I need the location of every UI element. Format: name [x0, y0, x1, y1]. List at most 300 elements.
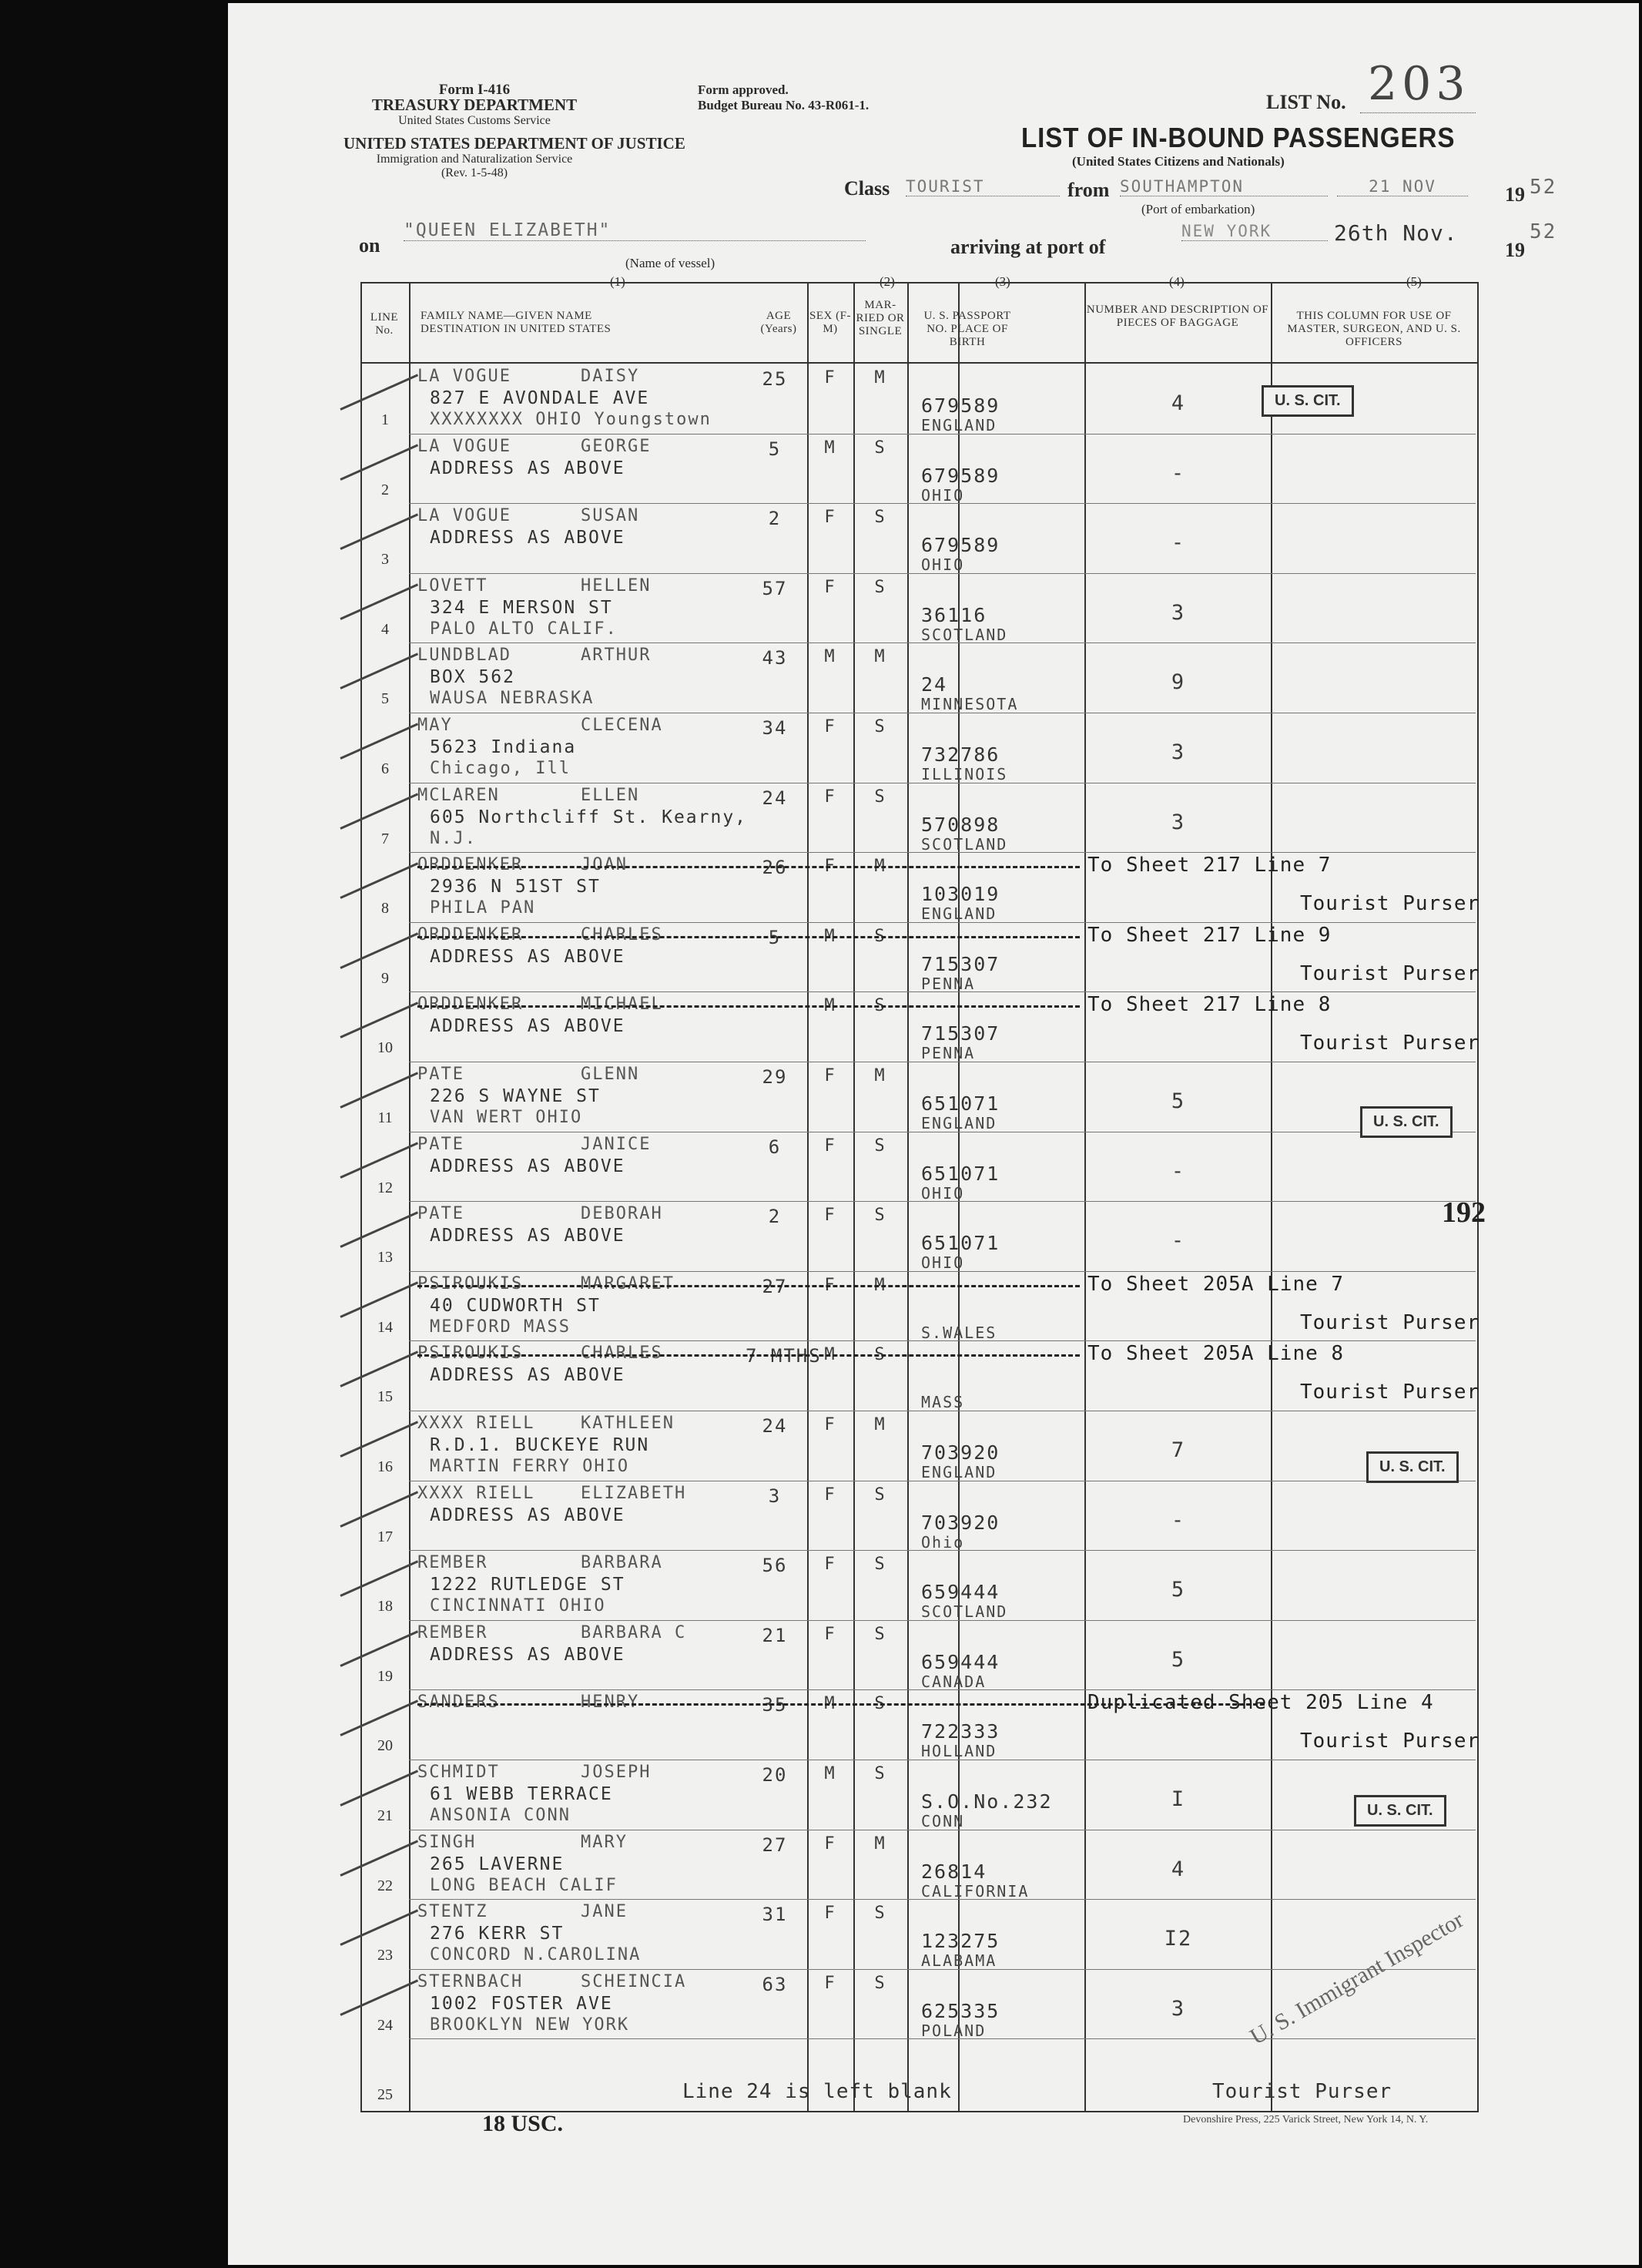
- column-number-4: (4): [1169, 274, 1185, 289]
- transfer-note: To Sheet 217 Line 7: [1087, 854, 1332, 877]
- passenger-family-name: PSIROUKIS: [417, 1273, 524, 1293]
- passenger-marital-status: S: [874, 717, 886, 736]
- place-of-birth: CALIFORNIA: [921, 1881, 1030, 1901]
- passenger-age: 5: [768, 438, 782, 460]
- arrival-year-prefix: 19: [1505, 239, 1525, 261]
- header-rule: [360, 362, 1477, 364]
- passenger-given-name: HENRY: [581, 1693, 640, 1713]
- list-underline: [1360, 112, 1476, 113]
- passport-number: 24: [921, 673, 948, 696]
- line-number: 21: [377, 1807, 393, 1824]
- passenger-age: 25: [762, 368, 788, 390]
- treasury-dept: TREASURY DEPARTMENT: [371, 96, 578, 114]
- passenger-sex: F: [824, 1415, 836, 1434]
- passenger-given-name: JANICE: [581, 1134, 652, 1154]
- passenger-marital-status: S: [874, 1694, 886, 1714]
- column-rule: [1271, 282, 1272, 2111]
- passenger-given-name: CHARLES: [581, 1344, 663, 1364]
- passenger-address-line-1: 1002 FOSTER AVE: [430, 1993, 613, 2014]
- passenger-age: 43: [762, 647, 788, 669]
- passport-number: 715307: [921, 1022, 1000, 1045]
- passenger-age: 27: [762, 1275, 788, 1297]
- line-number: 11: [377, 1109, 393, 1126]
- passenger-marital-status: S: [874, 1136, 886, 1156]
- col-header-sex: SEX (F-M): [809, 310, 851, 335]
- revision: (Rev. 1-5-48): [441, 166, 508, 179]
- arrival-year: 52: [1530, 220, 1557, 243]
- line-number: 25: [377, 2086, 393, 2104]
- passenger-age: 63: [762, 1973, 788, 1995]
- form-approved: Form approved.: [698, 82, 789, 97]
- us-citizen-stamp: U. S. CIT.: [1354, 1795, 1446, 1827]
- passenger-address-line-1: 324 E MERSON ST: [430, 597, 613, 618]
- passenger-given-name: JOAN: [581, 855, 628, 875]
- baggage-count: 3: [1171, 740, 1186, 764]
- passenger-family-name: PATE: [417, 1134, 464, 1154]
- place-of-birth: ENGLAND: [921, 904, 997, 924]
- form-number: Form I-416: [438, 82, 511, 98]
- baggage-count: 4: [1171, 391, 1186, 415]
- passenger-sex: F: [824, 1904, 836, 1924]
- passenger-age: 2: [768, 508, 782, 530]
- passenger-age: 3: [768, 1485, 782, 1507]
- passenger-marital-status: S: [874, 1904, 886, 1924]
- passenger-age: 31: [762, 1904, 788, 1926]
- passenger-address-line-2: ANSONIA CONN: [430, 1806, 571, 1825]
- passenger-given-name: MARGARET: [581, 1273, 675, 1293]
- line-number: 2: [381, 481, 389, 498]
- column-rule: [409, 282, 410, 2111]
- line-number: 10: [377, 1039, 393, 1057]
- passenger-address-line-1: 276 KERR ST: [430, 1924, 565, 1944]
- passenger-marital-status: S: [874, 1973, 886, 1993]
- line-number: 19: [377, 1667, 393, 1685]
- us-citizen-stamp: U. S. CIT.: [1360, 1106, 1453, 1138]
- baggage-count: 5: [1171, 1647, 1186, 1672]
- baggage-count: 9: [1171, 670, 1186, 695]
- passenger-address-line-1: R.D.1. BUCKEYE RUN: [430, 1435, 650, 1455]
- passenger-address-line-2: PALO ALTO CALIF.: [430, 619, 618, 639]
- passenger-address-line-1: 1222 RUTLEDGE ST: [430, 1575, 625, 1595]
- passenger-age: 5: [768, 926, 782, 948]
- list-title: LIST OF IN-BOUND PASSENGERS: [1021, 122, 1456, 153]
- line-24-purser: Tourist Purser: [1212, 2080, 1392, 2103]
- line-number: 16: [377, 1458, 393, 1475]
- passenger-address-line-1: 827 E AVONDALE AVE: [430, 388, 650, 408]
- purser-signature-label: Tourist Purser: [1300, 961, 1480, 985]
- passenger-marital-status: S: [874, 1206, 886, 1226]
- passenger-marital-status: S: [874, 1764, 886, 1783]
- passenger-family-name: LOVETT: [417, 575, 488, 596]
- passport-number: 679589: [921, 394, 1000, 417]
- passenger-address-line-2: LONG BEACH CALIF: [430, 1875, 618, 1895]
- passenger-family-name: LUNDBLAD: [417, 646, 511, 666]
- place-of-birth: CONN: [921, 1812, 965, 1830]
- baggage-count: 4: [1171, 1857, 1186, 1881]
- strikethrough-line: [417, 866, 1080, 868]
- line-number: 20: [377, 1737, 393, 1755]
- place-of-birth: ALABAMA: [921, 1951, 997, 1971]
- passenger-address-line-2: Chicago, Ill: [430, 759, 571, 778]
- passenger-age: 21: [762, 1624, 788, 1646]
- passenger-age: 56: [762, 1555, 788, 1577]
- us-citizen-stamp: U. S. CIT.: [1366, 1451, 1459, 1483]
- row-divider: [409, 1271, 1476, 1272]
- customs-service: United States Customs Service: [398, 114, 551, 127]
- baggage-count: -: [1171, 1159, 1186, 1183]
- passenger-address-line-1: 605 Northcliff St. Kearny,: [430, 807, 748, 827]
- col-header-line: LINE No.: [370, 311, 399, 337]
- passenger-address-line-1: ADDRESS AS ABOVE: [430, 1226, 625, 1246]
- line-number: 5: [381, 690, 389, 708]
- passenger-age: 34: [762, 717, 788, 739]
- passenger-marital-status: M: [874, 1066, 886, 1085]
- column-rule: [1084, 282, 1086, 2111]
- row-divider: [409, 922, 1476, 923]
- passenger-sex: F: [824, 787, 836, 807]
- list-label: LIST No.: [1266, 91, 1346, 113]
- baggage-count: 5: [1171, 1089, 1186, 1113]
- line-number: 3: [381, 551, 389, 569]
- passenger-given-name: JOSEPH: [581, 1763, 652, 1782]
- passenger-family-name: ORDDENKER: [417, 995, 524, 1015]
- class-value: TOURIST: [906, 177, 1060, 196]
- passenger-age: 2: [768, 1206, 782, 1228]
- arrival-port: NEW YORK: [1181, 222, 1328, 241]
- passenger-address-line-2: MEDFORD MASS: [430, 1317, 571, 1337]
- embarkation-port: SOUTHAMPTON: [1120, 177, 1328, 196]
- line-number: 9: [381, 969, 389, 987]
- row-divider: [409, 1899, 1476, 1900]
- manifest-table: [360, 282, 1479, 2112]
- class-label: Class: [844, 177, 890, 200]
- column-number-3: (3): [995, 274, 1010, 289]
- baggage-count: -: [1171, 1229, 1186, 1253]
- passenger-marital-status: S: [874, 1624, 886, 1644]
- line-number: 24: [377, 2016, 393, 2034]
- passenger-address-line-2: VAN WERT OHIO: [430, 1108, 583, 1127]
- printer-note: Devonshire Press, 225 Varick Street, New York 14, N. Y.: [1183, 2114, 1429, 2125]
- place-of-birth: PENNA: [921, 1044, 976, 1063]
- row-divider: [409, 852, 1476, 853]
- passenger-address-line-1: 2936 N 51ST ST: [430, 877, 601, 897]
- passenger-marital-status: S: [874, 508, 886, 528]
- passenger-marital-status: S: [874, 1485, 886, 1505]
- passenger-sex: F: [824, 508, 836, 528]
- passenger-address-line-2: PHILA PAN: [430, 898, 536, 918]
- col-header-officer: THIS COLUMN FOR USE OF MASTER, SURGEON, AND U. S. OFFICERS: [1287, 310, 1461, 348]
- line-number: 23: [377, 1947, 393, 1964]
- passenger-sex: M: [824, 438, 836, 458]
- place-of-birth: MINNESOTA: [921, 695, 1019, 714]
- passenger-sex: F: [824, 1485, 836, 1505]
- transfer-note: To Sheet 205A Line 8: [1087, 1342, 1345, 1366]
- passenger-age: 6: [768, 1136, 782, 1158]
- passenger-age: 7 MTHS: [746, 1345, 822, 1367]
- place-of-birth: OHIO: [921, 1253, 965, 1273]
- passenger-address-line-2: WAUSA NEBRASKA: [430, 689, 595, 709]
- col-header-age: AGE (Years): [760, 310, 797, 335]
- row-divider: [409, 1620, 1476, 1621]
- passenger-address-line-1: ADDRESS AS ABOVE: [430, 1365, 625, 1386]
- row-divider: [409, 991, 1476, 992]
- passenger-family-name: PSIROUKIS: [417, 1344, 524, 1364]
- column-number-1: (1): [610, 274, 625, 289]
- strikethrough-line: [417, 1703, 1265, 1706]
- passenger-family-name: STENTZ: [417, 1902, 488, 1922]
- passenger-marital-status: S: [874, 787, 886, 807]
- place-of-birth: SCOTLAND: [921, 625, 1008, 644]
- passenger-family-name: SANDERS: [417, 1693, 500, 1713]
- passenger-sex: F: [824, 717, 836, 736]
- place-of-birth: OHIO: [921, 555, 965, 575]
- passport-number: 26814: [921, 1860, 987, 1883]
- line-number: 12: [377, 1179, 393, 1196]
- baggage-count: I: [1171, 1787, 1186, 1811]
- place-of-birth: OHIO: [921, 1183, 965, 1203]
- passenger-sex: F: [824, 1206, 836, 1226]
- passenger-age: 20: [762, 1764, 788, 1786]
- passenger-given-name: MICHAEL: [581, 995, 663, 1015]
- row-divider: [409, 503, 1476, 504]
- passenger-address-line-1: ADDRESS AS ABOVE: [430, 1016, 625, 1037]
- departure-year: 52: [1530, 176, 1557, 199]
- place-of-birth: OHIO: [921, 485, 965, 505]
- passport-number: 703920: [921, 1441, 1000, 1464]
- baggage-count: -: [1171, 1508, 1186, 1532]
- year-prefix: 19: [1505, 183, 1525, 206]
- line-number: 17: [377, 1528, 393, 1545]
- col-header-name: FAMILY NAME—GIVEN NAME DESTINATION IN UNITED STATES: [421, 310, 612, 335]
- passport-number: 659444: [921, 1581, 1000, 1604]
- passenger-marital-status: M: [874, 368, 886, 388]
- justice-dept: UNITED STATES DEPARTMENT OF JUSTICE: [343, 134, 685, 153]
- passenger-sex: F: [824, 368, 836, 388]
- passenger-family-name: XXXX RIELL: [417, 1414, 535, 1433]
- passenger-marital-status: S: [874, 577, 886, 597]
- place-of-birth: MASS: [921, 1393, 965, 1412]
- place-of-birth: SCOTLAND: [921, 834, 1008, 854]
- baggage-count: I2: [1164, 1927, 1193, 1951]
- passenger-given-name: CHARLES: [581, 924, 663, 944]
- on-label: on: [359, 234, 380, 257]
- passenger-given-name: SUSAN: [581, 506, 640, 526]
- passenger-age: 26: [762, 857, 788, 879]
- row-divider: [409, 1969, 1476, 1970]
- passenger-sex: M: [824, 996, 836, 1016]
- passenger-sex: M: [824, 926, 836, 946]
- passenger-sex: F: [824, 1834, 836, 1854]
- passenger-address-line-1: 226 S WAYNE ST: [430, 1086, 601, 1106]
- line-number: 13: [377, 1249, 393, 1267]
- place-of-birth: POLAND: [921, 2021, 987, 2040]
- row-divider: [409, 1340, 1476, 1341]
- us-citizen-stamp: U. S. CIT.: [1262, 385, 1354, 417]
- row-divider: [409, 1550, 1476, 1551]
- place-of-birth: ENGLAND: [921, 1463, 997, 1481]
- passenger-family-name: MCLAREN: [417, 785, 500, 805]
- port-note: (Port of embarkation): [1141, 202, 1255, 216]
- passenger-age: 29: [762, 1066, 788, 1088]
- line-number: 15: [377, 1388, 393, 1406]
- place-of-birth: ILLINOIS: [921, 765, 1008, 783]
- strikethrough-line: [417, 1285, 1080, 1287]
- col-header-passport: U. S. PASSPORT NO. PLACE OF BIRTH: [923, 310, 1011, 348]
- place-of-birth: ENGLAND: [921, 416, 997, 434]
- passenger-family-name: MAY: [417, 716, 453, 735]
- strikethrough-line: [417, 1005, 1080, 1008]
- passport-number: 732786: [921, 743, 1000, 766]
- passport-number: 651071: [921, 1232, 1000, 1255]
- passenger-sex: F: [824, 1275, 836, 1295]
- strikethrough-line: [417, 936, 1080, 938]
- passenger-family-name: XXXX RIELL: [417, 1483, 535, 1503]
- column-rule: [907, 282, 909, 2111]
- passport-number: 679589: [921, 464, 1000, 487]
- passenger-family-name: LA VOGUE: [417, 436, 511, 456]
- passenger-sex: F: [824, 1555, 836, 1575]
- passenger-marital-status: M: [874, 857, 886, 877]
- passenger-family-name: PATE: [417, 1065, 464, 1084]
- place-of-birth: Ohio: [921, 1532, 965, 1552]
- passenger-address-line-2: CONCORD N.CAROLINA: [430, 1945, 642, 1965]
- passenger-marital-status: S: [874, 438, 886, 458]
- passenger-marital-status: M: [874, 647, 886, 667]
- passenger-sex: F: [824, 857, 836, 877]
- list-number: 203: [1368, 57, 1470, 111]
- baggage-count: -: [1171, 461, 1186, 485]
- passenger-given-name: DEBORAH: [581, 1204, 663, 1224]
- passenger-address-line-2: N.J.: [430, 828, 477, 848]
- transfer-note: To Sheet 217 Line 8: [1087, 993, 1332, 1017]
- place-of-birth: HOLLAND: [921, 1742, 997, 1761]
- passenger-age: 24: [762, 787, 788, 809]
- col-header-married: MAR-RIED OR SINGLE: [856, 299, 905, 337]
- passenger-marital-status: M: [874, 1275, 886, 1295]
- place-of-birth: SCOTLAND: [921, 1602, 1008, 1622]
- column-number-2: (2): [880, 274, 895, 289]
- budget-bureau: Budget Bureau No. 43-R061-1.: [698, 98, 870, 112]
- passenger-family-name: LA VOGUE: [417, 367, 511, 386]
- passenger-sex: F: [824, 1973, 836, 1993]
- passport-number: 715307: [921, 952, 1000, 975]
- passport-number: 36116: [921, 603, 987, 626]
- passenger-address-line-1: ADDRESS AS ABOVE: [430, 528, 625, 549]
- transfer-note: To Sheet 217 Line 9: [1087, 923, 1332, 947]
- arrival-date: 26th Nov.: [1334, 220, 1458, 246]
- baggage-count: 7: [1171, 1438, 1186, 1462]
- passenger-given-name: JANE: [581, 1902, 628, 1922]
- passenger-sex: F: [824, 577, 836, 597]
- transfer-note: Duplicated Sheet 205 Line 4: [1087, 1691, 1434, 1715]
- list-subtitle: (United States Citizens and Nationals): [1072, 154, 1285, 169]
- baggage-count: 5: [1171, 1578, 1186, 1602]
- line-number: 4: [381, 620, 389, 638]
- passenger-address-line-1: ADDRESS AS ABOVE: [430, 1505, 625, 1525]
- passenger-address-line-1: 5623 Indiana: [430, 737, 577, 757]
- immigration-service: Immigration and Naturalization Service: [376, 153, 573, 166]
- passport-number: S.O.No.232: [921, 1790, 1053, 1813]
- passenger-age: 35: [762, 1694, 788, 1716]
- vessel-note: (Name of vessel): [625, 256, 715, 270]
- passenger-family-name: REMBER: [417, 1553, 488, 1573]
- line-number: 7: [381, 830, 389, 847]
- passenger-family-name: SINGH: [417, 1832, 477, 1852]
- strikethrough-line: [417, 1354, 1080, 1357]
- passenger-address-line-1: ADDRESS AS ABOVE: [430, 946, 625, 967]
- passenger-sex: F: [824, 1136, 836, 1156]
- passport-number: 659444: [921, 1650, 1000, 1673]
- passenger-given-name: BARBARA C: [581, 1622, 687, 1642]
- line-number: 8: [381, 900, 389, 918]
- passenger-given-name: ELIZABETH: [581, 1483, 687, 1503]
- row-divider: [409, 1201, 1476, 1202]
- passenger-sex: M: [824, 1345, 836, 1365]
- place-of-birth: S.WALES: [921, 1323, 997, 1342]
- baggage-count: 3: [1171, 810, 1186, 834]
- col-header-baggage: NUMBER AND DESCRIPTION OF PIECES OF BAGGAGE: [1086, 304, 1269, 329]
- row-divider: [409, 2038, 1476, 2039]
- line-number: 18: [377, 1598, 393, 1615]
- passenger-address-line-1: 40 CUDWORTH ST: [430, 1295, 601, 1316]
- vessel-name: "QUEEN ELIZABETH": [404, 220, 866, 241]
- passenger-marital-status: S: [874, 1345, 886, 1365]
- purser-signature-label: Tourist Purser: [1300, 892, 1480, 916]
- departure-date: 21 NOV: [1337, 177, 1468, 196]
- passport-number: 703920: [921, 1511, 1000, 1534]
- passenger-sex: F: [824, 1066, 836, 1085]
- passenger-family-name: REMBER: [417, 1622, 488, 1642]
- passenger-marital-status: M: [874, 1834, 886, 1854]
- passenger-age: 27: [762, 1834, 788, 1856]
- passenger-given-name: GLENN: [581, 1065, 640, 1084]
- passenger-sex: M: [824, 1694, 836, 1714]
- passenger-marital-status: M: [874, 1415, 886, 1434]
- purser-signature-label: Tourist Purser: [1300, 1730, 1480, 1753]
- passenger-given-name: BARBARA: [581, 1553, 663, 1573]
- passenger-age: 57: [762, 577, 788, 599]
- passenger-marital-status: S: [874, 926, 886, 946]
- passenger-family-name: LA VOGUE: [417, 506, 511, 526]
- place-of-birth: ENGLAND: [921, 1114, 997, 1132]
- line-24-note: Line 24 is left blank: [682, 2080, 952, 2103]
- passenger-address-line-1: ADDRESS AS ABOVE: [430, 1644, 625, 1665]
- passenger-address-line-2: MARTIN FERRY OHIO: [430, 1457, 630, 1476]
- transfer-note: To Sheet 205A Line 7: [1087, 1272, 1345, 1296]
- passenger-given-name: ARTHUR: [581, 646, 652, 666]
- passenger-address-line-2: CINCINNATI OHIO: [430, 1596, 606, 1616]
- passenger-address-line-1: 265 LAVERNE: [430, 1854, 565, 1874]
- passport-number: 625335: [921, 1999, 1000, 2022]
- page-total: 192: [1442, 1196, 1486, 1229]
- passenger-sex: M: [824, 647, 836, 667]
- passenger-address-line-1: ADDRESS AS ABOVE: [430, 458, 625, 478]
- arriving-label: arriving at port of: [950, 236, 1106, 258]
- passenger-given-name: HELLEN: [581, 575, 652, 596]
- inspector-stamp: U. S. Immigrant Inspector: [1245, 1907, 1469, 2050]
- passport-number: 651071: [921, 1092, 1000, 1115]
- passenger-address-line-1: 61 WEBB TERRACE: [430, 1784, 613, 1804]
- passenger-family-name: SCHMIDT: [417, 1763, 500, 1782]
- passenger-manifest-page: [228, 3, 1639, 2265]
- place-of-birth: CANADA: [921, 1672, 987, 1691]
- passport-number: 651071: [921, 1162, 1000, 1185]
- passenger-marital-status: S: [874, 996, 886, 1016]
- passenger-address-line-1: ADDRESS AS ABOVE: [430, 1156, 625, 1176]
- passenger-given-name: CLECENA: [581, 716, 663, 735]
- passenger-address-line-2: BROOKLYN NEW YORK: [430, 2015, 630, 2035]
- passport-number: 570898: [921, 813, 1000, 836]
